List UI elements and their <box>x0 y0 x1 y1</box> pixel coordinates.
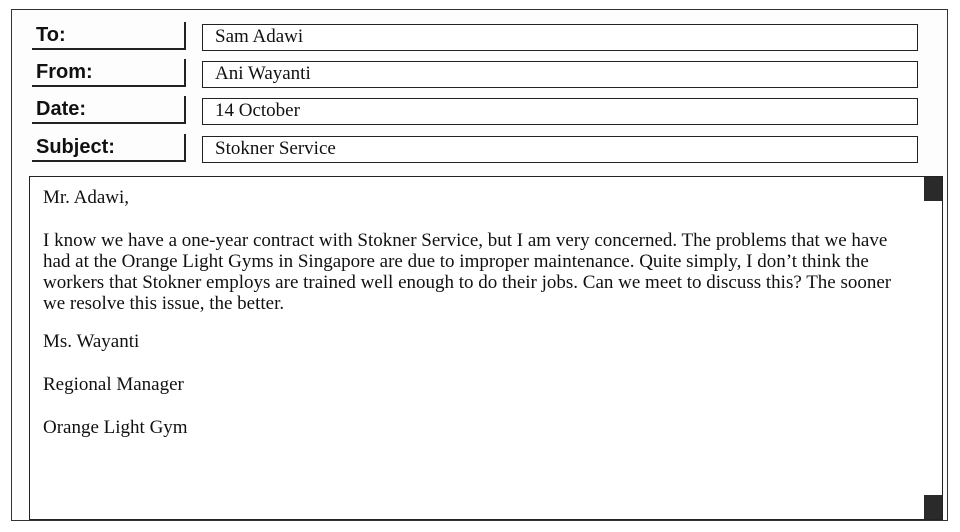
signature-company: Orange Light Gym <box>43 417 188 438</box>
scroll-up-button[interactable] <box>924 177 942 201</box>
signature-name: Ms. Wayanti <box>43 331 140 352</box>
scroll-down-button[interactable] <box>924 495 942 519</box>
greeting: Mr. Adawi, <box>43 187 130 208</box>
from-label: From: <box>32 59 186 87</box>
message-text <box>43 187 913 455</box>
message-paragraph: I know we have a one-year contract with Stokner Service, but I am very concerned. The problems that we have had at the Orange Light Gyms in Singapore are due to improper maintenance. Quite simply, I don’t think the workers that Stokner employs are trained well enough to do their jobs. Can we meet to discuss this? The sooner we resolve this issue, the better. <box>43 230 892 314</box>
from-field[interactable]: Ani Wayanti <box>202 61 918 88</box>
to-field[interactable]: Sam Adawi <box>202 24 918 51</box>
subject-label: Subject: <box>32 134 186 162</box>
signature-title: Regional Manager <box>43 374 184 395</box>
message-body-area[interactable] <box>29 176 943 520</box>
date-field[interactable]: 14 October <box>202 98 918 125</box>
email-window <box>11 9 948 521</box>
date-label: Date: <box>32 96 186 124</box>
subject-field[interactable]: Stokner Service <box>202 136 918 163</box>
to-label: To: <box>32 22 186 50</box>
